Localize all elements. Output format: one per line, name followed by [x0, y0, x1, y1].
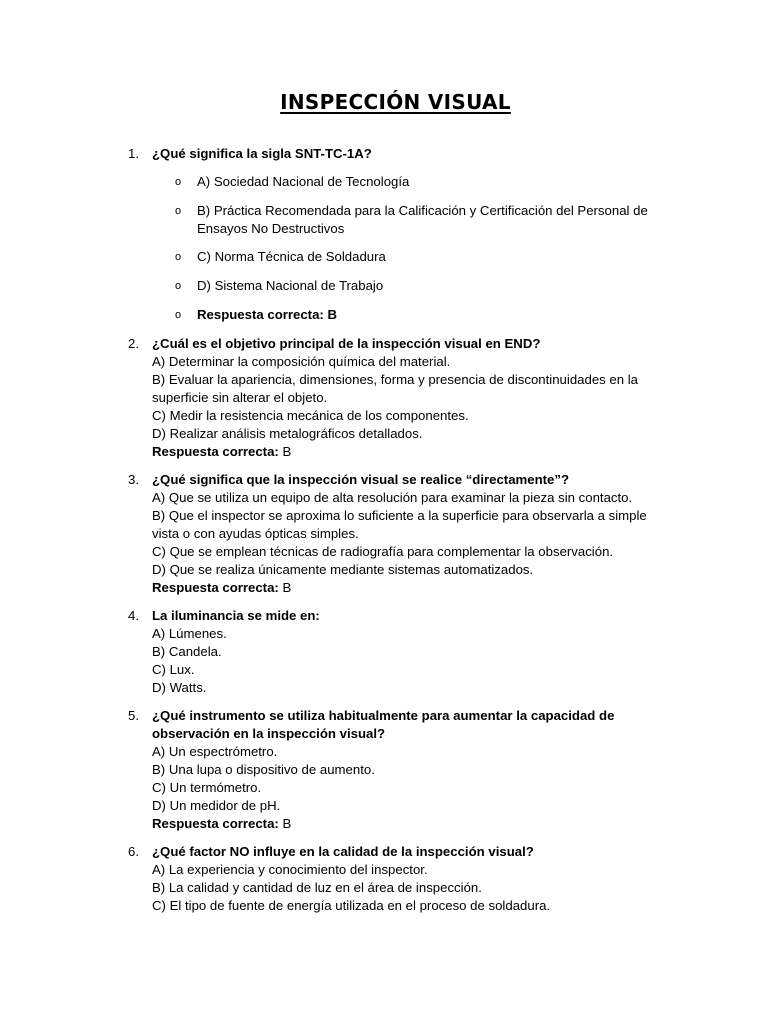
bullet-marker: o: [175, 205, 182, 217]
option-text: B) La calidad y cantidad de luz en el área de inspección.: [152, 880, 482, 895]
bullet-marker: o: [175, 280, 182, 292]
option-text: C) Lux.: [152, 662, 195, 677]
option-text: A) Sociedad Nacional de Tecnología: [197, 174, 410, 189]
option-text: A) Determinar la composición química del material.: [152, 354, 451, 369]
option-text: C) Norma Técnica de Soldadura: [197, 249, 386, 264]
option-text: B) Práctica Recomendada para la Calificación y Certificación del Personal de Ensayos No Destructivos: [197, 203, 648, 236]
option-text: A) Lúmenes.: [152, 626, 227, 641]
option-text: B) Candela.: [152, 644, 222, 659]
question-stem: ¿Cuál es el objetivo principal de la inspección visual en END?: [152, 336, 541, 351]
option-text: A) Un espectrómetro.: [152, 744, 278, 759]
option-text: B) Una lupa o dispositivo de aumento.: [152, 762, 375, 777]
answer-label: Respuesta correcta:: [152, 580, 279, 595]
question-number: 6.: [128, 844, 139, 859]
question-stem: ¿Qué significa que la inspección visual se realice “directamente”?: [152, 472, 570, 487]
option-text: A) Que se utiliza un equipo de alta resolución para examinar la pieza sin contacto.: [152, 490, 633, 505]
question-4: [128, 607, 668, 697]
option-text: D) Un medidor de pH.: [152, 798, 281, 813]
answer-value: B: [278, 816, 292, 831]
question-stem: ¿Qué instrumento se utiliza habitualmente para aumentar la capacidad de observación en la inspección visual?: [152, 708, 615, 741]
option-text: D) Que se realiza únicamente mediante sistemas automatizados.: [152, 562, 534, 577]
answer-value: B: [278, 580, 292, 595]
question-number: 5.: [128, 708, 139, 723]
question-number: 1.: [128, 146, 139, 161]
option-item: [175, 173, 655, 191]
option-item: [175, 248, 655, 266]
bullet-marker: o: [175, 309, 182, 321]
question-1: [128, 145, 668, 163]
correct-answer: [175, 306, 655, 324]
answer-value: B: [278, 444, 292, 459]
option-text: D) Sistema Nacional de Trabajo: [197, 278, 384, 293]
option-item: [175, 202, 655, 238]
question-stem: ¿Qué significa la sigla SNT-TC-1A?: [152, 146, 372, 161]
question-5: [128, 707, 668, 833]
answer-label: Respuesta correcta:: [152, 444, 279, 459]
correct-answer: [152, 815, 668, 833]
bullet-marker: o: [175, 251, 182, 263]
option-text: A) La experiencia y conocimiento del inspector.: [152, 862, 428, 877]
option-text: C) Que se emplean técnicas de radiografía para complementar la observación.: [152, 544, 614, 559]
question-2: [128, 335, 668, 461]
question-3: [128, 471, 668, 597]
document-title: INSPECCIÓN VISUAL: [280, 90, 511, 114]
correct-answer: [152, 579, 668, 597]
option-text: C) El tipo de fuente de energía utilizada en el proceso de soldadura.: [152, 898, 551, 913]
question-stem: ¿Qué factor NO influye en la calidad de la inspección visual?: [152, 844, 534, 859]
question-stem: La iluminancia se mide en:: [152, 608, 320, 623]
correct-answer: [152, 443, 668, 461]
option-text: B) Que el inspector se aproxima lo suficiente a la superficie para observarla a simple vista o con ayudas ópticas simples.: [152, 508, 647, 541]
option-text: B) Evaluar la apariencia, dimensiones, forma y presencia de discontinuidades en la superficie sin alterar el objeto.: [152, 372, 639, 405]
bullet-marker: o: [175, 176, 182, 188]
option-item: [175, 277, 655, 295]
option-text: C) Un termómetro.: [152, 780, 262, 795]
question-number: 2.: [128, 336, 139, 351]
question-number: 3.: [128, 472, 139, 487]
option-text: D) Realizar análisis metalográficos detallados.: [152, 426, 423, 441]
question-number: 4.: [128, 608, 139, 623]
answer-label: Respuesta correcta:: [152, 816, 279, 831]
option-text: C) Medir la resistencia mecánica de los componentes.: [152, 408, 469, 423]
option-text: D) Watts.: [152, 680, 207, 695]
question-6: [128, 843, 668, 915]
answer-text: Respuesta correcta: B: [197, 307, 337, 322]
